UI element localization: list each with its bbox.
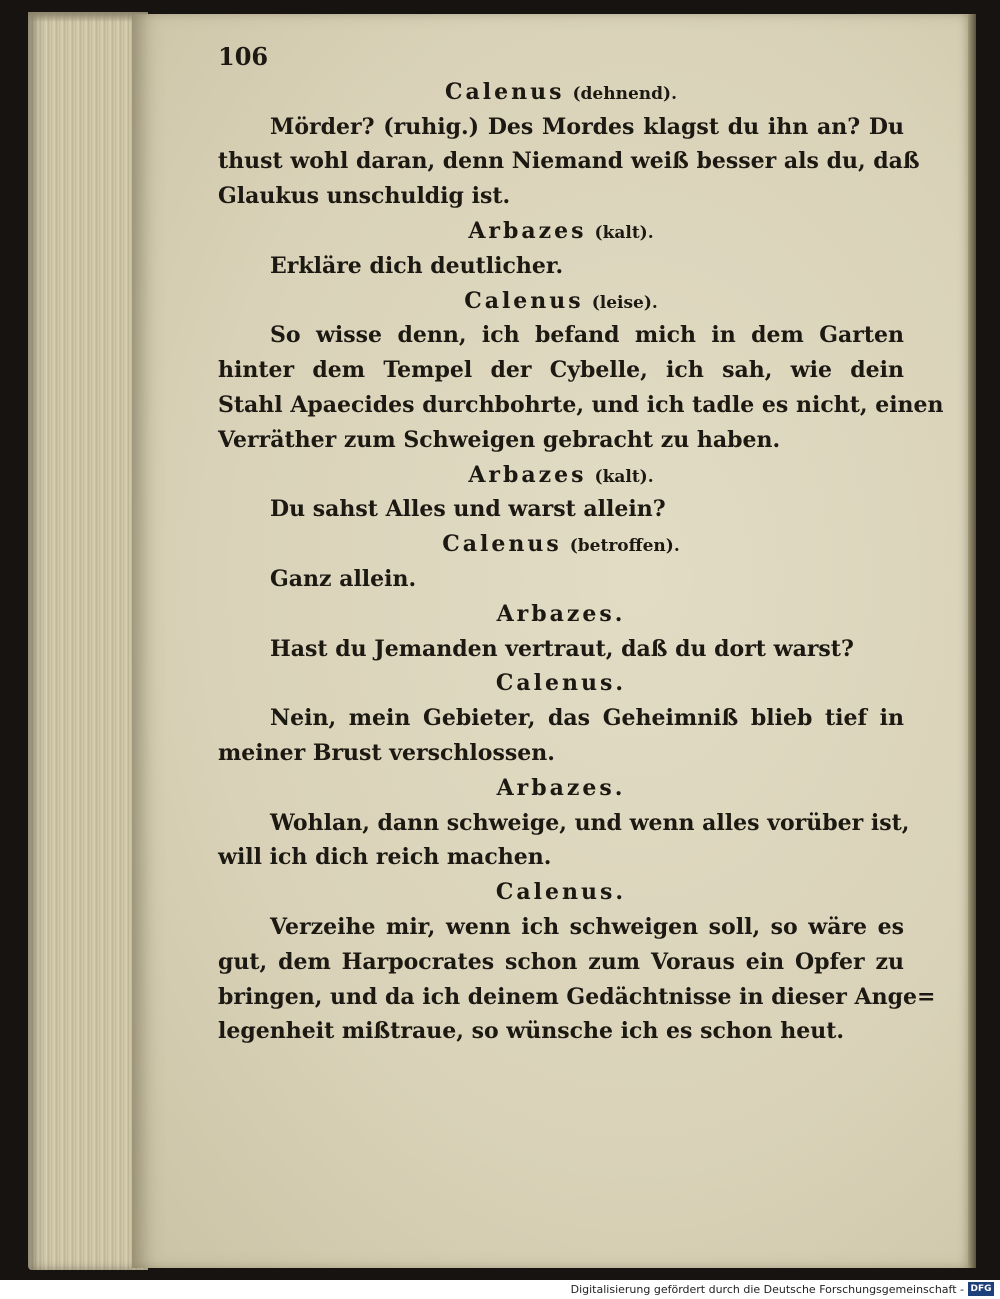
text-line: bringen, und da ich deinem Gedächtnisse in dieser Ange= [218, 983, 936, 1010]
speaker-name: Calenus. [495, 879, 627, 906]
speaker-heading [218, 597, 904, 632]
stage-direction: (leise). [591, 292, 658, 313]
page-number: 106 [218, 42, 269, 71]
speaker-name: Calenus. [495, 670, 627, 697]
speaker-heading [218, 75, 904, 110]
speaker-name: Arbazes [468, 461, 587, 488]
speaker-heading [218, 284, 904, 319]
text-line: Nein, mein Gebieter, das Geheimniß blieb tief in [270, 705, 904, 732]
text-line: gut, dem Harpocrates schon zum Voraus ein Opfer zu [218, 948, 904, 975]
text-line: Wohlan, dann schweige, und wenn alles vorüber ist, [270, 809, 910, 836]
funding-credit: Digitalisierung gefördert durch die Deutsche Forschungsgemeinschaft - [570, 1283, 964, 1296]
text-line: Hast du Jemanden vertraut, daß du dort warst? [270, 635, 854, 662]
speaker-name: Calenus [445, 78, 565, 105]
speaker-heading [218, 214, 904, 249]
text-line: Glaukus unschuldig ist. [218, 183, 511, 210]
text-line: Du sahst Alles und warst allein? [270, 496, 666, 523]
speaker-heading [218, 875, 904, 910]
speaker-heading [218, 771, 904, 806]
text-line: legenheit mißtraue, so wünsche ich es schon heut. [218, 1018, 845, 1045]
page-right-edge [968, 14, 976, 1268]
text-line: Mörder? (ruhig.) Des Mordes klagst du ihn an? Du [270, 113, 904, 140]
speaker-heading [218, 458, 904, 493]
text-line: Erkläre dich deutlicher. [270, 252, 564, 279]
text-line: So wisse denn, ich befand mich in dem Garten [270, 322, 904, 349]
text-line: will ich dich reich machen. [218, 844, 552, 871]
book-page-edges [28, 12, 148, 1270]
speaker-heading [218, 527, 904, 562]
text-line: Stahl Apaecides durchbohrte, und ich tadle es nicht, einen [218, 391, 944, 418]
text-line: Verräther zum Schweigen gebracht zu haben. [218, 426, 781, 453]
stage-direction: (kalt). [594, 222, 654, 243]
speaker-name: Calenus [464, 287, 584, 314]
book-edge-shadow [28, 12, 148, 22]
page-text [218, 40, 944, 1049]
speaker-name: Arbazes. [496, 774, 626, 801]
text-lines [218, 75, 944, 1049]
text-line: thust wohl daran, denn Niemand weiß besser als du, daß [218, 148, 920, 175]
text-line: meiner Brust verschlossen. [218, 739, 555, 766]
speaker-name: Arbazes [468, 217, 587, 244]
speaker-heading [218, 666, 904, 701]
speaker-name: Calenus [442, 531, 562, 558]
dfg-logo: DFG [968, 1282, 994, 1296]
text-line: hinter dem Tempel der Cybelle, ich sah, wie dein [218, 357, 904, 384]
stage-direction: (dehnend). [572, 83, 677, 104]
footer-bar [0, 1280, 1000, 1299]
speaker-name: Arbazes. [496, 600, 626, 627]
stage-direction: (kalt). [594, 466, 654, 487]
text-line: Ganz allein. [270, 565, 417, 592]
stage-direction: (betroffen). [569, 536, 680, 557]
text-line: Verzeihe mir, wenn ich schweigen soll, so wäre es [270, 913, 904, 940]
